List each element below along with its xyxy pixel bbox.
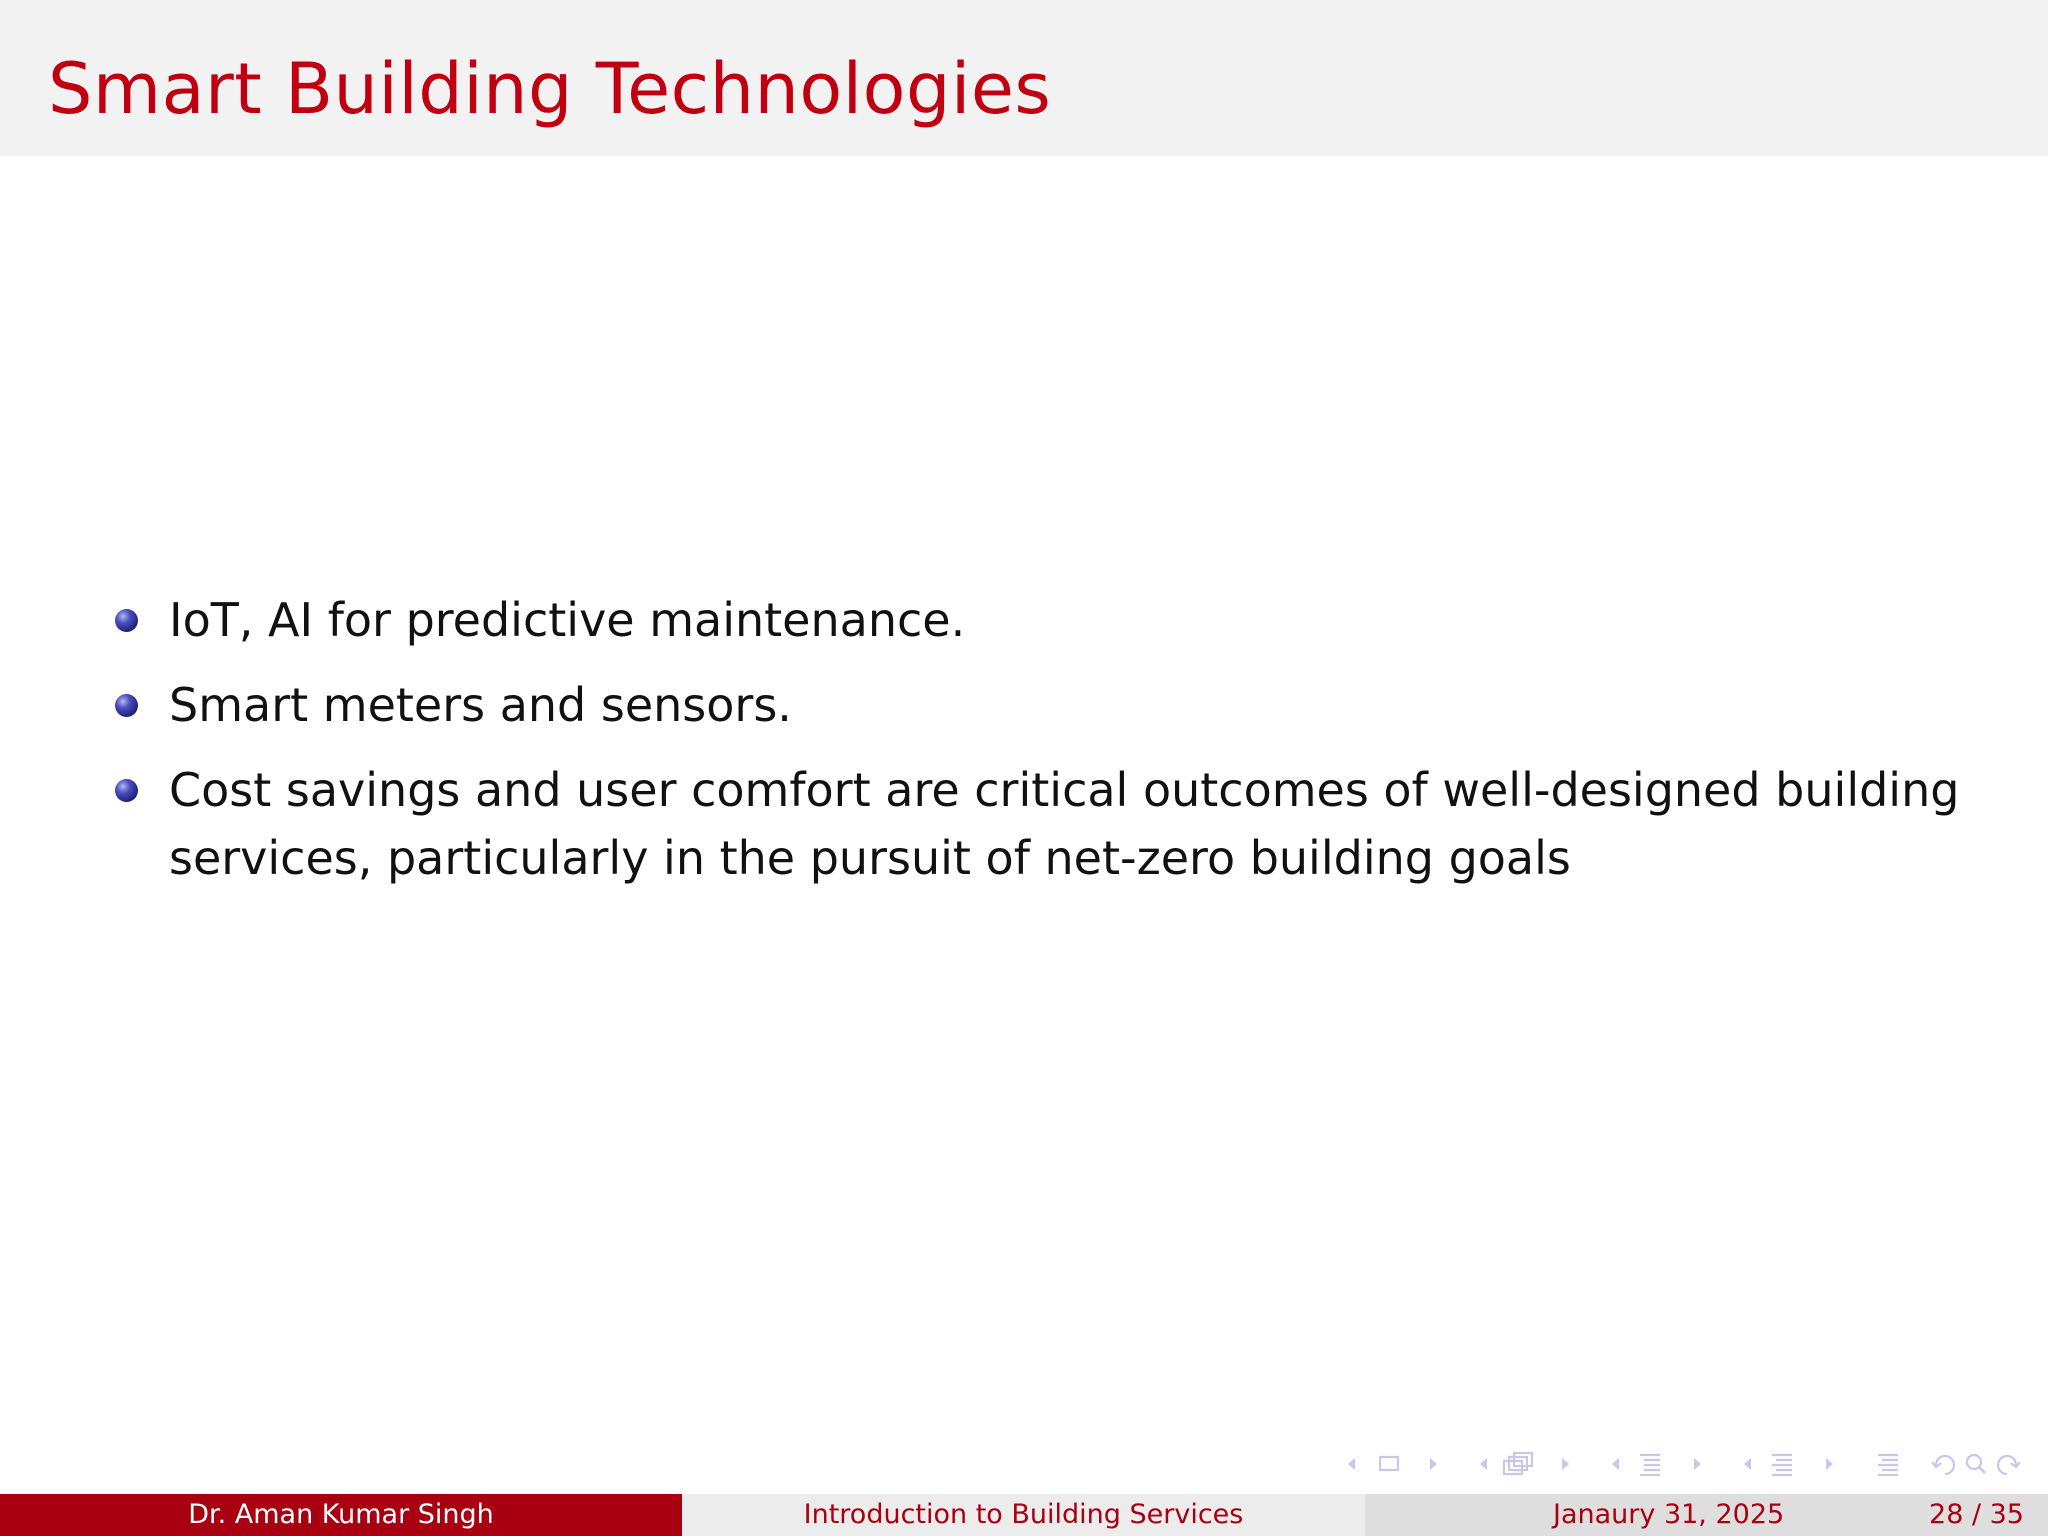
bullet-icon xyxy=(115,779,138,802)
frame-title-bar xyxy=(0,0,2048,156)
footer xyxy=(0,1494,2048,1536)
list-item xyxy=(112,586,1992,654)
list-item xyxy=(112,671,1992,739)
bullet-text: Smart meters and sensors. xyxy=(169,678,792,732)
bullet-text: Cost savings and user comfort are critical outcomes of well-designed building services, particularly in the pursuit of net-zero building goals xyxy=(169,763,1960,885)
presentation-title: Introduction to Building Services xyxy=(803,1499,1244,1530)
presentation-date: Janaury 31, 2025 xyxy=(1553,1499,1785,1530)
section-nav-icon[interactable] xyxy=(1736,1448,1848,1480)
bullet-icon xyxy=(115,609,138,632)
footer-author xyxy=(0,1494,682,1536)
frame-nav-icon[interactable] xyxy=(1472,1448,1584,1480)
author-name: Dr. Aman Kumar Singh xyxy=(188,1499,494,1530)
document-nav-icon[interactable] xyxy=(1868,1448,1908,1480)
bullet-list xyxy=(112,586,1992,892)
slide-title: Smart Building Technologies xyxy=(48,48,1052,130)
slide-nav-icon[interactable] xyxy=(1340,1448,1452,1480)
page-number: 28 / 35 xyxy=(1929,1499,2024,1530)
bullet-icon xyxy=(115,694,138,717)
bullet-text: IoT, AI for predictive maintenance. xyxy=(169,593,966,647)
subsection-nav-icon[interactable] xyxy=(1604,1448,1716,1480)
list-item xyxy=(112,756,1992,892)
footer-date-page xyxy=(1365,1494,2048,1536)
navigation-symbols xyxy=(1340,1448,2024,1480)
search-zoom-icon[interactable] xyxy=(1928,1448,2024,1480)
footer-title xyxy=(682,1494,1365,1536)
